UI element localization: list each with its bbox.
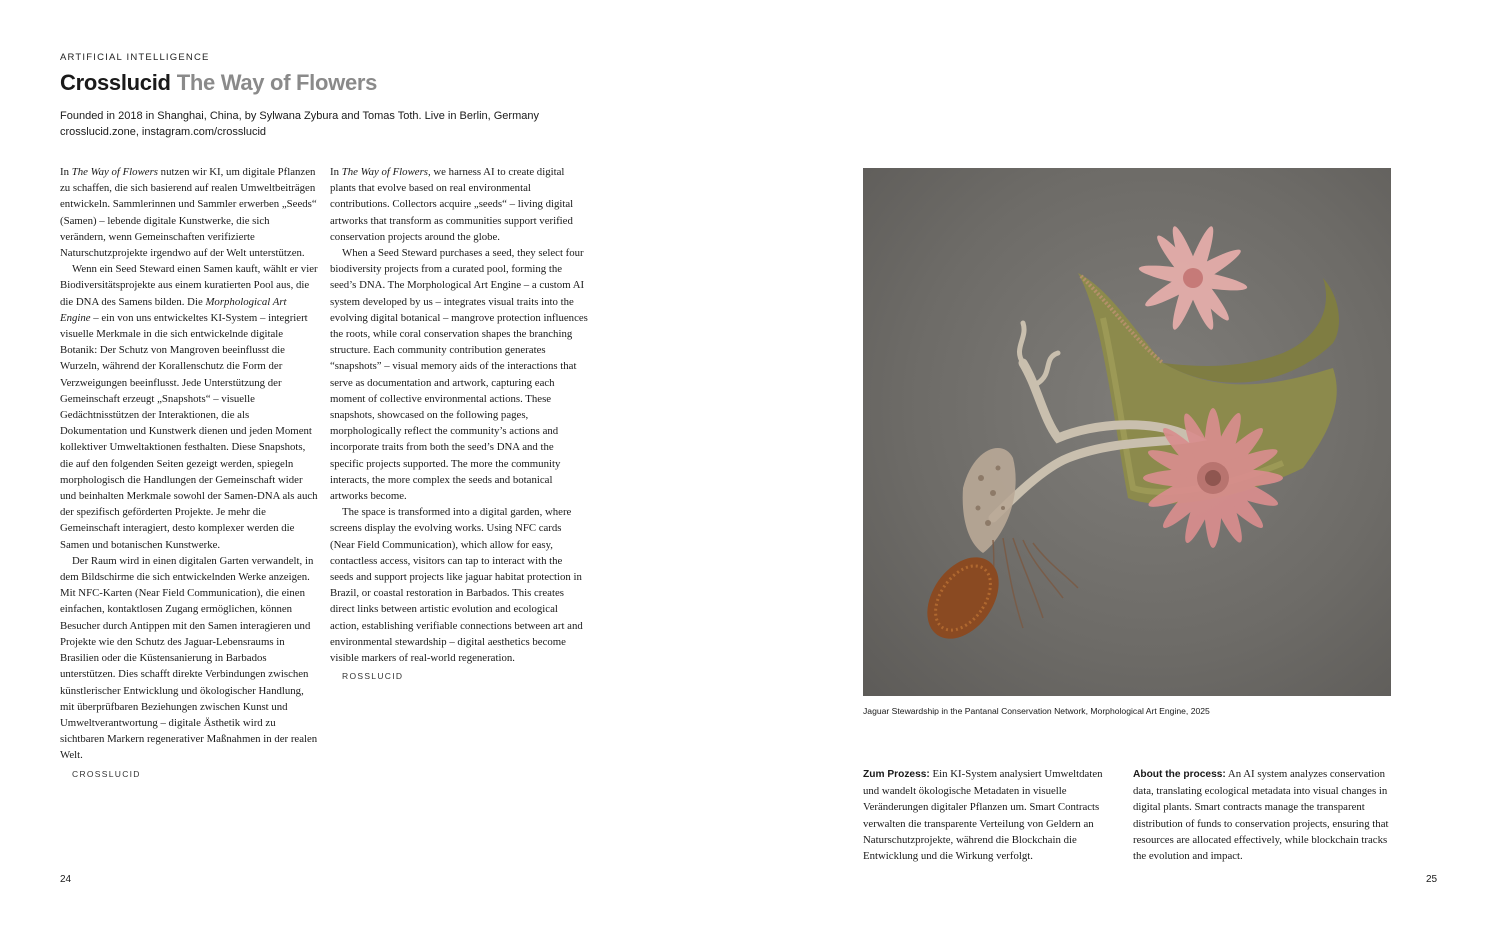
process-text-german: Ein KI-System analysiert Umweltdaten und wandelt ökologische Metadaten in visuelle Veränderungen digitaler Pflanzen um. Smart Contracts verwalten die transparente Verteilung von Geldern an Naturschutzprojekte, während die Blockchain die Entwicklung und die Wirkung verfolgt. xyxy=(863,768,1103,863)
artist-name: Crosslucid xyxy=(60,70,171,95)
coral-lace xyxy=(963,448,1016,553)
english-paragraph-1 xyxy=(330,164,588,245)
english-paragraph-3: The space is transformed into a digital garden, where screens display the evolving works. Using NFC cards (Near Field Communication), which allow for easy, contactless access, visitors can tap to interact with the seeds and support projects like jaguar habitat protection in Brazil, or coastal restoration in Barbados. This creates direct links between artistic evolution and ecological action, establishing verifiable connections between art and environmental stewardship – digital aesthetics become visible markers of real-world regeneration. xyxy=(330,506,583,665)
process-label-german: Zum Prozess: xyxy=(863,769,930,780)
text-run: In xyxy=(60,166,72,178)
top-flower xyxy=(1137,224,1248,333)
main-flower xyxy=(1143,408,1283,548)
work-title-italic: The Way of Flowers, xyxy=(341,166,431,178)
text-run: In xyxy=(330,166,342,178)
artwork-image xyxy=(863,168,1391,696)
process-note-english xyxy=(1133,766,1391,864)
german-paragraph-1 xyxy=(60,164,318,261)
german-paragraph-3: Der Raum wird in einen digitalen Garten verwandelt, in dem Bildschirme die sich entwickelnden Werke anzeigen. Mit NFC-Karten (Near Field Communication), die einen einfachen, kontaktlosen Zugang ermöglichen, können Besucher durch Antippen mit den Samen interagieren und Projekte wie den Schutz des Jaguar-Lebensraums in Brasilien oder die Küstensanierung in Barbados unterstützen. Dies schafft direkte Verbindungen zwischen künstlerischer Entwicklung und ökologischer Handlung, mit überprüfbaren Beziehungen zwischen Kunst und Umweltverantwortung – digitale Ästhetik wird zu sichtbaren Markern regenerativer Maßnahmen in der realen Welt. xyxy=(60,554,318,762)
seedhead xyxy=(913,544,1014,652)
text-run: we harness AI to create digital plants that evolve based on real environmental contributions. Collectors acquire „seeds“ – living digital artworks that transform as communities support verified conservation projects around the globe. xyxy=(330,166,574,243)
german-text-column xyxy=(60,164,318,782)
section-label: ARTIFICIAL INTELLIGENCE xyxy=(60,52,210,63)
text-run: nutzen wir KI, um digitale Pflanzen zu schaffen, die sich basierend auf realen Umweltbeiträgen entwickeln. Sammlerinnen und Sammler erwerben „Seeds“ (Samen) – lebende digitale Kunstwerke, die sich verändern, wenn Gemeinschaften verifizierte Naturschutzprojekte irgendwo auf der Welt unterstützen. xyxy=(60,166,317,260)
process-text-english: An AI system analyzes conservation data, translating ecological metadata into visual changes in digital plants. Smart contracts manage the transparent distribution of funds to conservation projects, ensuring that resources are allocated effectively, while blockchain tracks the evolution and impact. xyxy=(1133,768,1389,863)
english-signature: ROSSLUCID xyxy=(342,671,404,682)
links-line: crosslucid.zone, instagram.com/crosslucid xyxy=(60,126,267,138)
artist-info xyxy=(60,108,539,140)
work-title: The Way of Flowers xyxy=(176,70,378,95)
process-label-english: About the process: xyxy=(1133,769,1226,780)
english-paragraph-2: When a Seed Steward purchases a seed, they select four biodiversity projects from a curated pool, forming the seed’s DNA. The Morphological Art Engine – a custom AI system developed by us – integrates visual traits into the evolving digital botanical – mangrove protection influences the roots, while coral conservation shapes the branching structure. Each community contribution generates “snapshots” – visual memory aids of the interactions that serve as documentation and artwork, capturing each moment of collective environmental actions. These snapshots, showcased on the following pages, morphologically reflect the community’s actions and incorporate traits from both the seed’s DNA and the specific projects supported. The more the community interacts, the more complex the seeds and botanical artworks become. xyxy=(330,247,588,503)
german-paragraph-2 xyxy=(60,261,318,553)
text-run: – ein von uns entwickeltes KI-System – integriert visuelle Merkmale in die sich entwickelnde digitale Botanik: Der Schutz von Mangroven beeinflusst die Wurzeln, während der Korallenschutz die Form der Verzweigungen beeinflusst. Jede Unterstützung der Gemeinschaft erzeugt „Snapshots“ – visuelle Gedächtnisstützen der Interaktionen, die als Dokumentation und Kunstwerk dienen und jeden Moment kollektiver Umweltaktionen festhalten. Diese Snapshots, die auf den folgenden Seiten gezeigt werden, spiegeln morphologisch die Handlungen der Gemeinschaft wider und beinhalten Merkmale sowohl der Samen-DNA als auch der spezifisch geförderten Projekte. Je mehr die Gemeinschaft interagiert, desto komplexer werden die Samen und botanischen Kunstwerke. xyxy=(60,311,318,551)
engine-title-italic: Morphological Art Engine xyxy=(60,295,287,324)
artwork-illustration xyxy=(863,168,1391,696)
work-title-italic: The Way of Flowers xyxy=(71,166,158,178)
page-number-right: 25 xyxy=(1426,874,1438,885)
process-note-german xyxy=(863,766,1121,864)
image-caption: Jaguar Stewardship in the Pantanal Conservation Network, Morphological Art Engine, 2025 xyxy=(863,706,1210,716)
hanging-roots xyxy=(991,538,1078,628)
text-run: Wenn ein Seed Steward einen Samen kauft, wählt er vier Biodiversitätsprojekte aus einem kuratierten Pool aus, die die DNA des Samens bilden. Die xyxy=(60,263,318,308)
page-title xyxy=(60,70,377,96)
page-number-left: 24 xyxy=(60,874,72,885)
founded-line: Founded in 2018 in Shanghai, China, by Sylwana Zybura and Tomas Toth. Live in Berlin, Germany xyxy=(60,110,539,122)
german-signature: CROSSLUCID xyxy=(72,768,141,779)
english-text-column xyxy=(330,164,588,685)
